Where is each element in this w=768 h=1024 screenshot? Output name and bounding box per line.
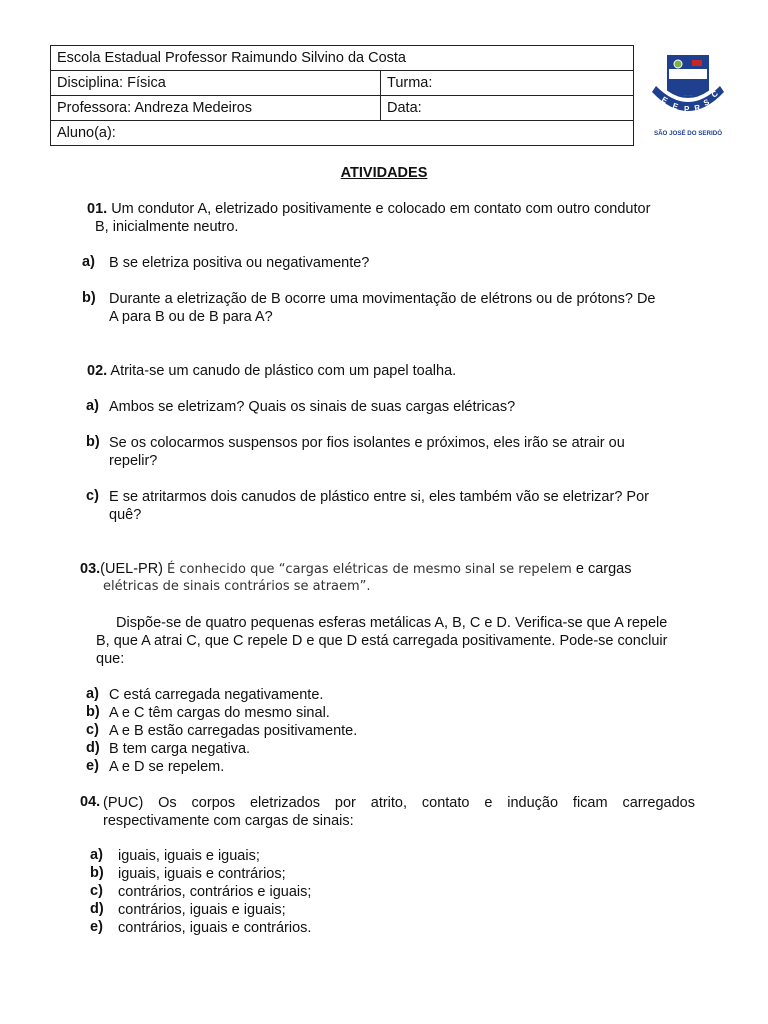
- question-paragraph-cont: que:: [96, 651, 125, 667]
- option-text-cont: A para B ou de B para A?: [109, 309, 273, 325]
- option-label: e): [86, 758, 99, 774]
- question-text-cont: B, inicialmente neutro.: [95, 219, 239, 235]
- option-label: d): [90, 901, 104, 917]
- option-label: b): [82, 290, 96, 306]
- svg-text:P: P: [684, 105, 690, 114]
- svg-text:S: S: [702, 97, 711, 108]
- option-label: d): [86, 740, 100, 756]
- question-text: e cargas: [575, 561, 632, 577]
- header-table: [50, 45, 634, 146]
- option-label: a): [90, 847, 103, 863]
- option-label: b): [86, 434, 100, 450]
- student-field: Aluno(a):: [51, 121, 634, 146]
- option-label: b): [86, 704, 100, 720]
- question-text: Atrita-se um canudo de plástico com um papel toalha.: [110, 363, 457, 379]
- option-label: a): [86, 398, 99, 414]
- discipline-field: Disciplina: Física: [51, 71, 381, 96]
- option-text: iguais, iguais e iguais;: [118, 848, 260, 864]
- option-text: C está carregada negativamente.: [109, 687, 324, 703]
- school-name: Escola Estadual Professor Raimundo Silvino da Costa: [51, 46, 634, 71]
- question-text: Um condutor A, eletrizado positivamente e colocado em contato com outro condutor: [111, 201, 651, 217]
- option-text-cont: repelir?: [109, 453, 158, 469]
- option-label: c): [90, 883, 103, 899]
- teacher-field: Professora: Andreza Medeiros: [51, 96, 381, 121]
- question-quote: É conhecido que “cargas elétricas de mesmo sinal se repelem: [167, 562, 572, 577]
- school-logo: [648, 52, 728, 142]
- option-text: A e C têm cargas do mesmo sinal.: [109, 705, 330, 721]
- option-text: contrários, contrários e iguais;: [118, 884, 312, 900]
- option-text-cont: quê?: [109, 507, 142, 523]
- option-text: B tem carga negativa.: [109, 741, 251, 757]
- question-number: 01.: [87, 201, 108, 217]
- svg-text:E: E: [671, 101, 680, 112]
- question-03: [80, 560, 632, 579]
- question-01: [87, 200, 695, 218]
- question-source: (UEL-PR): [100, 561, 164, 577]
- logo-city-text: SÃO JOSÉ DO SERIDÓ: [653, 130, 723, 137]
- option-text: Durante a eletrização de B ocorre uma movimentação de elétrons ou de prótons? De: [109, 291, 656, 307]
- question-02: [87, 362, 456, 380]
- option-label: b): [90, 865, 104, 881]
- question-text: (PUC) Os corpos eletrizados por atrito, contato e indução ficam carregados: [103, 795, 695, 811]
- question-number: 02.: [87, 363, 108, 379]
- option-text: A e D se repelem.: [109, 759, 225, 775]
- option-label: e): [90, 919, 103, 935]
- option-text: E se atritarmos dois canudos de plástico entre si, eles também vão se eletrizar? Por: [109, 489, 649, 505]
- date-field: Data:: [381, 96, 634, 121]
- option-text: iguais, iguais e contrários;: [118, 866, 286, 882]
- option-label: c): [86, 722, 99, 738]
- option-text: B se eletriza positiva ou negativamente?: [109, 255, 370, 271]
- svg-text:C: C: [709, 88, 720, 100]
- question-paragraph: Dispõe-se de quatro pequenas esferas metálicas A, B, C e D. Verifica-se que A repele: [116, 615, 668, 631]
- option-text: A e B estão carregadas positivamente.: [109, 723, 358, 739]
- question-number: 04.: [80, 794, 101, 810]
- option-label: a): [86, 686, 99, 702]
- option-text: Se os colocarmos suspensos por fios isolantes e próximos, eles irão se atrair ou: [109, 435, 625, 451]
- question-paragraph-cont: B, que A atrai C, que C repele D e que D está carregada positivamente. Pode-se concluir: [96, 633, 668, 649]
- option-text: contrários, iguais e iguais;: [118, 902, 286, 918]
- option-label: c): [86, 488, 99, 504]
- svg-text:E: E: [660, 94, 670, 106]
- svg-text:R: R: [693, 102, 702, 113]
- question-text-cont: respectivamente com cargas de sinais:: [103, 813, 354, 829]
- question-quote-cont: elétricas de sinais contrários se atraem”.: [103, 579, 371, 594]
- option-text: contrários, iguais e contrários.: [118, 920, 312, 936]
- question-number: 03.: [80, 561, 101, 577]
- option-label: a): [82, 254, 95, 270]
- page-title: ATIVIDADES: [340, 165, 428, 181]
- option-text: Ambos se eletrizam? Quais os sinais de suas cargas elétricas?: [109, 399, 516, 415]
- class-field: Turma:: [381, 71, 634, 96]
